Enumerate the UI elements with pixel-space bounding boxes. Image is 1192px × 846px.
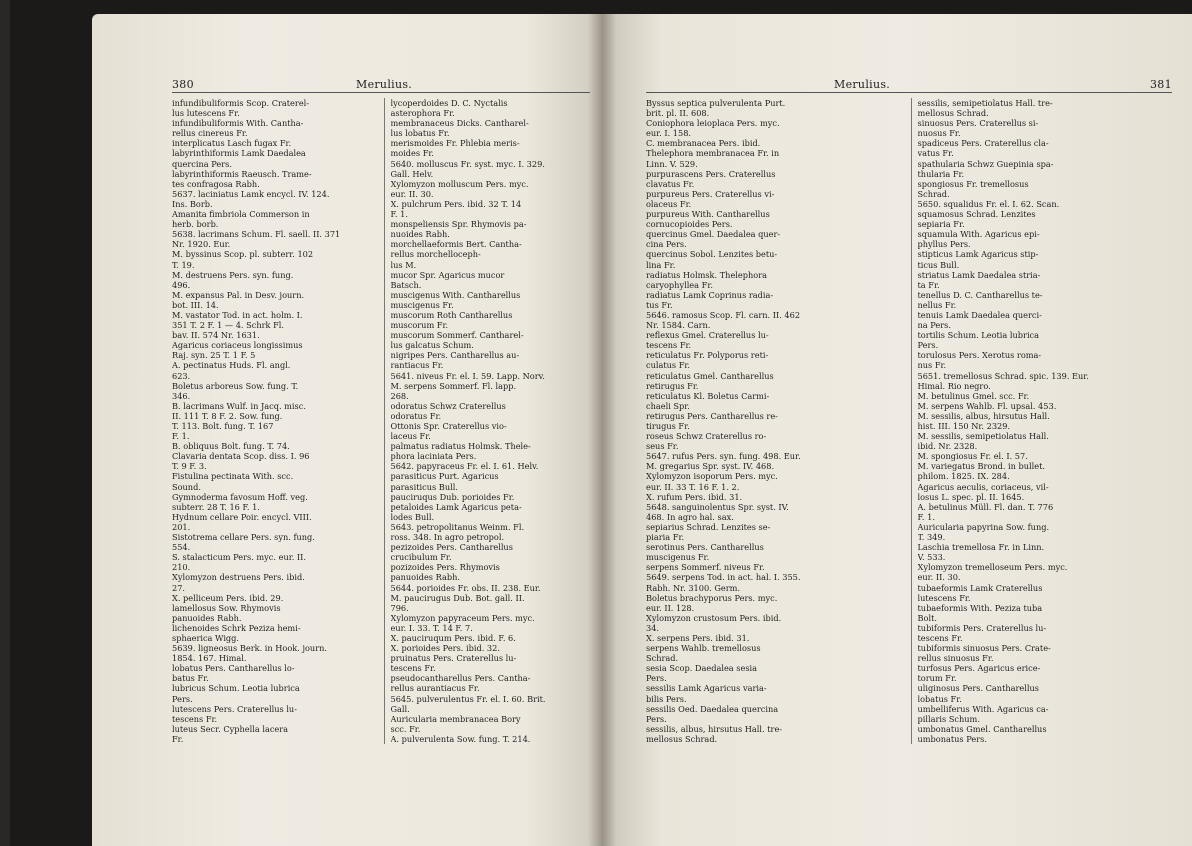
- text-line: lamellosus Sow. Rhymovis: [172, 602, 281, 613]
- text-line: II. 111 T. 8 F. 2. Sow. fung.: [172, 410, 283, 421]
- text-line: 5637. laciniatus Lamk encycl. IV. 124.: [172, 188, 330, 199]
- text-line: tes confragosa Rabh.: [172, 178, 260, 189]
- text-line: 5641. niveus Fr. el. I. 59. Lapp. Norv.: [390, 370, 545, 381]
- text-line: nuosus Fr.: [917, 128, 961, 139]
- text-line: quercina Pers.: [172, 158, 232, 169]
- text-line: Xylomyzon molluscum Pers. myc.: [390, 178, 529, 189]
- text-line: morchellaeformis Bert. Cantha-: [390, 239, 522, 250]
- text-line: nellus Fr.: [917, 299, 957, 310]
- text-line: S. stalacticum Pers. myc. eur. II.: [172, 552, 307, 563]
- text-line: eur. II. 33 T. 16 F. 1. 2.: [646, 481, 740, 492]
- text-line: lus M.: [390, 259, 417, 270]
- right-page-number: 381: [1150, 78, 1172, 91]
- text-line: nuoides Rabh.: [390, 229, 450, 240]
- text-line: eur. II. 30.: [917, 572, 961, 583]
- text-line: rantiacus Fr.: [390, 360, 444, 371]
- text-line: 5638. lacrimans Schum. Fl. saell. II. 371: [172, 229, 341, 240]
- text-line: parasiticus Purt. Agaricus: [390, 471, 499, 482]
- text-line: Auricularia papyrina Sow. fung.: [917, 521, 1050, 532]
- text-line: panuoides Rabh.: [172, 612, 242, 623]
- text-line: bav. II. 574 Nr. 1631.: [172, 330, 260, 341]
- text-line: 496.: [172, 279, 191, 290]
- text-line: retirugus Fr.: [646, 380, 699, 391]
- text-line: 5643. petropolitanus Weinm. Fl.: [390, 521, 525, 532]
- right-column-2: [911, 98, 1173, 744]
- left-page-columns: [172, 98, 592, 744]
- text-line: rellus cinereus Fr.: [172, 128, 248, 139]
- text-line: M. paucirugus Dub. Bot. gall. II.: [390, 592, 525, 603]
- text-line: lubricus Schum. Leotia lubrica: [172, 683, 300, 694]
- text-line: lobatus Pers. Cantharellus lo-: [172, 663, 295, 674]
- text-line: tubiformis Pers. Craterellus lu-: [917, 622, 1047, 633]
- text-line: purpurascens Pers. Craterellus: [646, 168, 776, 179]
- text-line: quercinus Gmel. Daedalea quer-: [646, 229, 781, 240]
- text-line: lina Fr.: [646, 259, 676, 270]
- text-line: lus lutescens Fr.: [172, 108, 240, 119]
- text-line: 5644. porioides Fr. obs. II. 238. Eur.: [390, 582, 541, 593]
- text-line: Ins. Borb.: [172, 198, 213, 209]
- text-line: panuoides Rabh.: [390, 572, 460, 583]
- text-line: F. 1.: [172, 431, 190, 442]
- text-line: subterr. 28 T. 16 F. 1.: [172, 501, 260, 512]
- text-line: Pers.: [646, 713, 667, 724]
- text-line: losus L. spec. pl. II. 1645.: [917, 491, 1025, 502]
- text-line: reticulatus Fr. Polyporus reti-: [646, 350, 769, 361]
- text-line: sepiarius Schrad. Lenzites se-: [646, 521, 771, 532]
- text-line: serpens Sommerf. niveus Fr.: [646, 562, 765, 573]
- text-line: stipticus Lamk Agaricus stip-: [917, 249, 1039, 260]
- left-header-rule: [172, 92, 590, 93]
- text-line: sessilis, albus, hirsutus Hall. tre-: [646, 723, 783, 734]
- text-line: X. serpens Pers. ibid. 31.: [646, 632, 750, 643]
- text-line: Nr. 1920. Eur.: [172, 239, 231, 250]
- text-line: monspeliensis Spr. Rhymovis pa-: [390, 219, 527, 230]
- text-line: muscorum Fr.: [390, 320, 449, 331]
- text-line: rellus sinuosus Fr.: [917, 653, 994, 664]
- text-line: A. pectinatus Huds. Fl. angl.: [172, 360, 291, 371]
- text-line: reticulatus Gmel. Cantharellus: [646, 370, 774, 381]
- text-line: labyrinthiformis Raeusch. Trame-: [172, 168, 312, 179]
- text-line: tenellus D. C. Cantharellus te-: [917, 289, 1043, 300]
- text-line: merismoides Fr. Phlebia meris-: [390, 138, 520, 149]
- text-line: striatus Lamk Daedalea stria-: [917, 269, 1041, 280]
- text-line: tescens Fr.: [172, 713, 218, 724]
- text-line: batus Fr.: [172, 673, 209, 684]
- text-line: 5639. ligneosus Berk. in Hook. journ.: [172, 643, 327, 654]
- text-line: Pers.: [172, 693, 193, 704]
- text-line: hist. III. 150 Nr. 2329.: [917, 421, 1011, 431]
- text-line: sesia Scop. Daedalea sesia: [646, 663, 758, 674]
- text-line: lus lobatus Fr.: [390, 128, 450, 139]
- text-line: uliginosus Pers. Cantharellus: [917, 683, 1039, 694]
- text-line: M. variegatus Brond. in bullet.: [917, 461, 1046, 472]
- text-line: Agaricus aeculis, coriaceus, vil-: [917, 481, 1049, 492]
- text-line: 210.: [172, 562, 191, 573]
- text-line: M. betulinus Gmel. scc. Fr.: [917, 390, 1030, 401]
- text-line: tortilis Schum. Leotia lubrica: [917, 330, 1040, 341]
- text-line: torum Fr.: [917, 673, 957, 684]
- text-line: V. 533.: [917, 552, 946, 563]
- text-line: lus galcatus Schum.: [390, 340, 474, 351]
- text-line: palmatus radiatus Holmsk. Thele-: [390, 441, 531, 452]
- text-line: Boletus arboreus Sow. fung. T.: [172, 380, 299, 391]
- text-line: pauciruqus Dub. porioides Fr.: [390, 491, 515, 502]
- text-line: retirugus Pers. Cantharellus re-: [646, 410, 778, 421]
- text-line: M. byssinus Scop. pl. subterr. 102: [172, 249, 314, 260]
- text-line: serotinus Pers. Cantharellus: [646, 542, 764, 553]
- text-line: Sound.: [172, 481, 201, 492]
- text-line: pillaris Schum.: [917, 713, 980, 724]
- text-line: crucibulum Fr.: [390, 552, 452, 563]
- text-line: torulosus Pers. Xerotus roma-: [917, 350, 1042, 361]
- text-line: F. 1.: [390, 209, 408, 220]
- text-line: 5650. squalidus Fr. el. I. 62. Scan.: [917, 198, 1060, 209]
- text-line: moides Fr.: [390, 148, 434, 159]
- text-line: muscigenus Fr.: [646, 552, 710, 563]
- text-line: 5642. papyraceus Fr. el. I. 61. Helv.: [390, 461, 539, 472]
- text-line: spongiosus Fr. tremellosus: [917, 178, 1029, 189]
- text-line: pozizoides Pers. Rhymovis: [390, 562, 500, 573]
- text-line: odoratus Schwz Craterellus: [390, 400, 506, 411]
- text-line: 346.: [172, 390, 191, 401]
- text-line: 5646. ramosus Scop. Fl. carn. II. 462: [646, 309, 801, 320]
- text-line: 5648. sanguinolentus Spr. syst. IV.: [646, 501, 789, 512]
- text-line: M. spongiosus Fr. el. I. 57.: [917, 451, 1028, 462]
- text-line: laceus Fr.: [390, 431, 431, 442]
- text-line: 351 T. 2 F. 1 — 4. Schrk Fl.: [172, 320, 284, 331]
- text-line: tirugus Fr.: [646, 421, 690, 431]
- text-line: lutescens Pers. Craterellus lu-: [172, 703, 297, 714]
- text-line: parasiticus Bull.: [390, 481, 458, 492]
- text-line: Auricularia membranacea Bory: [390, 713, 521, 724]
- text-line: 1854. 167. Himal.: [172, 653, 247, 664]
- text-line: herb. borb.: [172, 219, 219, 230]
- text-line: Linn. V. 529.: [646, 158, 698, 169]
- text-line: na Pers.: [917, 320, 951, 331]
- book-gutter: [588, 14, 616, 846]
- text-line: T. 113. Bolt. fung. T. 167: [172, 421, 274, 431]
- text-line: Rabh. Nr. 3100. Germ.: [646, 582, 741, 593]
- text-line: reticulatus Kl. Boletus Carmi-: [646, 390, 770, 401]
- text-line: M. expansus Pal. in Desv. journ.: [172, 289, 305, 300]
- text-line: 34.: [646, 622, 660, 633]
- text-line: nus Fr.: [917, 360, 947, 371]
- text-line: Amanita fimbriola Commerson in: [172, 209, 310, 220]
- text-line: 5645. pulverulentus Fr. el. I. 60. Brit.: [390, 693, 546, 704]
- text-line: 5647. rufus Pers. syn. fung. 498. Eur.: [646, 451, 801, 462]
- text-line: culatus Fr.: [646, 360, 691, 371]
- text-line: radiatus Lamk Coprinus radia-: [646, 289, 774, 300]
- text-line: muscorum Roth Cantharellus: [390, 309, 513, 320]
- text-line: ta Fr.: [917, 279, 940, 290]
- text-line: Xylomyzon destruens Pers. ibid.: [172, 572, 305, 583]
- text-line: luteus Secr. Cyphella lacera: [172, 723, 289, 734]
- text-line: cornucopioides Pers.: [646, 219, 733, 230]
- text-line: quercinus Sobol. Lenzites betu-: [646, 249, 778, 260]
- text-line: membranaceus Dicks. Cantharel-: [390, 118, 529, 129]
- text-line: X. rufum Pers. ibid. 31.: [646, 491, 743, 502]
- text-line: tescens Fr.: [917, 632, 963, 643]
- text-line: reflexus Gmel. Craterellus lu-: [646, 330, 769, 341]
- text-line: X. pelliceum Pers. ibid. 29.: [172, 592, 284, 603]
- text-line: sessilis Lamk Agaricus varia-: [646, 683, 767, 694]
- text-line: interplicatus Lasch fugax Fr.: [172, 138, 292, 149]
- text-line: petaloides Lamk Agaricus peta-: [390, 501, 522, 512]
- text-line: bilis Pers.: [646, 693, 687, 704]
- text-line: squamosus Schrad. Lenzites: [917, 209, 1036, 220]
- text-line: philom. 1825. IX. 284.: [917, 471, 1010, 482]
- text-line: muscorum Sommerf. Cantharel-: [390, 330, 524, 341]
- text-line: M. serpens Sommerf. Fl. lapp.: [390, 380, 517, 391]
- text-line: rellus aurantiacus Fr.: [390, 683, 480, 694]
- text-line: M. vastator Tod. in act. holm. I.: [172, 309, 303, 320]
- text-line: infundibuliformis With. Cantha-: [172, 118, 304, 129]
- text-line: mucor Spr. Agaricus mucor: [390, 269, 505, 280]
- text-line: Xylomyzon isoporum Pers. myc.: [646, 471, 778, 482]
- text-line: sinuosus Pers. Craterellus si-: [917, 118, 1039, 129]
- text-line: tescens Fr.: [646, 340, 692, 351]
- text-line: sepiaria Fr.: [917, 219, 965, 230]
- text-line: eur. II. 128.: [646, 602, 695, 613]
- text-line: infundibuliformis Scop. Craterel-: [172, 98, 310, 108]
- text-line: rellus morchelloceph-: [390, 249, 481, 260]
- text-line: 268.: [390, 390, 409, 401]
- text-line: 5651. tremellosus Schrad. spic. 139. Eur.: [917, 370, 1089, 381]
- text-line: piaria Fr.: [646, 532, 685, 543]
- text-line: radiatus Holmsk. Thelephora: [646, 269, 768, 280]
- text-line: 554.: [172, 542, 191, 553]
- text-line: Batsch.: [390, 279, 422, 290]
- text-line: chaeli Spr.: [646, 400, 690, 411]
- text-line: Hydnum cellare Poir. encycl. VIII.: [172, 511, 312, 522]
- text-line: Byssus septica pulverulenta Purt.: [646, 98, 786, 108]
- right-column-1: [646, 98, 901, 744]
- text-line: turfosus Pers. Agaricus erice-: [917, 663, 1041, 674]
- text-line: Himal. Rio negro.: [917, 380, 991, 391]
- text-line: Xylomyzon tremelloseum Pers. myc.: [917, 562, 1068, 573]
- text-line: caryophyllea Fr.: [646, 279, 713, 290]
- text-line: pezizoides Pers. Cantharellus: [390, 542, 513, 553]
- text-line: sessilis, semipetiolatus Hall. tre-: [917, 98, 1053, 108]
- book-spine-edge: [0, 0, 10, 846]
- text-line: Coniophora leioplaca Pers. myc.: [646, 118, 780, 129]
- text-line: bot. III. 14.: [172, 299, 219, 310]
- text-line: mellosus Schrad.: [917, 108, 989, 119]
- text-line: Fistulina pectinata With. scc.: [172, 471, 294, 482]
- left-page-number: 380: [172, 78, 194, 91]
- text-line: labyrinthiformis Lamk Daedalea: [172, 148, 306, 159]
- text-line: A. betulinus Müll. Fl. dan. T. 776: [917, 501, 1054, 512]
- text-line: spathularia Schwz Guepinia spa-: [917, 158, 1054, 169]
- text-line: M. destruens Pers. syn. fung.: [172, 269, 294, 280]
- text-line: T. 9 F. 3.: [172, 461, 207, 472]
- text-line: umbonatus Pers.: [917, 733, 987, 744]
- text-line: tubaeformis Lamk Craterellus: [917, 582, 1043, 593]
- text-line: olaceus Fr.: [646, 198, 692, 209]
- text-line: purpureus With. Cantharellus: [646, 209, 770, 220]
- text-line: M. sessilis, semipetiolatus Hall.: [917, 431, 1049, 442]
- text-line: pruinatus Pers. Craterellus lu-: [390, 653, 517, 664]
- text-line: squamula With. Agaricus epi-: [917, 229, 1040, 240]
- text-line: A. pulverulenta Sow. fung. T. 214.: [390, 733, 531, 744]
- left-column-2: [384, 98, 593, 744]
- text-line: Xylomyzon crustosum Pers. ibid.: [646, 612, 782, 623]
- text-line: M. serpens Wahlb. Fl. upsal. 453.: [917, 400, 1057, 411]
- text-line: odoratus Fr.: [390, 410, 442, 421]
- text-line: T. 349.: [917, 532, 946, 543]
- text-line: Sistotrema cellare Pers. syn. fung.: [172, 532, 315, 543]
- text-line: spadiceus Pers. Craterellus cla-: [917, 138, 1049, 149]
- text-line: Gymnoderma favosum Hoff. veg.: [172, 491, 308, 502]
- text-line: Clavaria dentata Scop. diss. I. 96: [172, 451, 310, 462]
- text-line: Fr.: [172, 733, 184, 744]
- text-line: B. lacrimans Wulf. in Jacq. misc.: [172, 400, 306, 411]
- text-line: clavatus Fr.: [646, 178, 695, 189]
- text-line: phora laciniata Pers.: [390, 451, 477, 462]
- text-line: 5640. molluscus Fr. syst. myc. I. 329.: [390, 158, 545, 169]
- text-line: Raj. syn. 25 T. 1 F. 5: [172, 350, 256, 361]
- text-line: ticus Bull.: [917, 259, 960, 270]
- right-running-head: Merulius.: [834, 78, 891, 91]
- text-line: Boletus brachyporus Pers. myc.: [646, 592, 778, 603]
- text-line: Xylomyzon papyraceum Pers. myc.: [390, 612, 535, 623]
- text-line: M. sessilis, albus, hirsutus Hall.: [917, 410, 1050, 421]
- text-line: Ottonis Spr. Craterellus vio-: [390, 421, 507, 431]
- text-line: sphaerica Wigg.: [172, 632, 240, 643]
- text-line: B. obliquus Bolt. fung. T. 74.: [172, 441, 290, 452]
- text-line: asterophora Fr.: [390, 108, 455, 119]
- right-page-columns: [646, 98, 1172, 744]
- text-line: T. 19.: [172, 259, 195, 270]
- right-header-rule: [646, 92, 1172, 93]
- text-line: brit. pl. II. 608.: [646, 108, 710, 119]
- text-line: sessilis Oed. Daedalea quercina: [646, 703, 779, 714]
- text-line: serpens Wahlb. tremellosus: [646, 643, 761, 654]
- text-line: 201.: [172, 521, 191, 532]
- text-line: ross. 348. In agro petropol.: [390, 532, 505, 543]
- text-line: umbelliferus With. Agaricus ca-: [917, 703, 1049, 714]
- text-line: tescens Fr.: [390, 663, 436, 674]
- text-line: tus Fr.: [646, 299, 673, 310]
- text-line: Gall. Helv.: [390, 168, 434, 179]
- text-line: X. pulchrum Pers. ibid. 32 T. 14: [390, 198, 522, 209]
- text-line: F. 1.: [917, 511, 935, 522]
- text-line: roseus Schwz Craterellus ro-: [646, 431, 767, 442]
- text-line: umbonatus Gmel. Cantharellus: [917, 723, 1047, 734]
- open-book: [92, 14, 1192, 846]
- text-line: Schrad.: [646, 653, 679, 664]
- text-line: 27.: [172, 582, 186, 593]
- text-line: X. pauciruqum Pers. ibid. F. 6.: [390, 632, 516, 643]
- text-line: Pers.: [646, 673, 667, 684]
- text-line: eur. I. 158.: [646, 128, 692, 139]
- text-line: eur. II. 30.: [390, 188, 434, 199]
- text-line: nigripes Pers. Cantharellus au-: [390, 350, 520, 361]
- text-line: Pers.: [917, 340, 939, 351]
- text-line: ibid. Nr. 2328.: [917, 441, 978, 452]
- text-line: seus Fr.: [646, 441, 679, 452]
- text-line: Laschia tremellosa Fr. in Linn.: [917, 542, 1045, 553]
- text-line: Schrad.: [917, 188, 950, 199]
- text-line: X. porioides Pers. ibid. 32.: [390, 643, 500, 654]
- text-line: phyllus Pers.: [917, 239, 971, 250]
- text-line: Nr. 1584. Carn.: [646, 320, 711, 331]
- text-line: purpureus Pers. Craterellus vi-: [646, 188, 775, 199]
- text-line: lutescens Fr.: [917, 592, 971, 603]
- text-line: 623.: [172, 370, 191, 381]
- left-running-head: Merulius.: [356, 78, 413, 91]
- text-line: lycoperdoides D. C. Nyctalis: [390, 98, 508, 108]
- text-line: vatus Fr.: [917, 148, 954, 159]
- text-line: C. membranacea Pers. ibid.: [646, 138, 761, 149]
- text-line: cina Pers.: [646, 239, 687, 250]
- text-line: lobatus Fr.: [917, 693, 962, 704]
- text-line: tubaeformis With. Peziza tuba: [917, 602, 1043, 613]
- left-column-1: [172, 98, 374, 744]
- text-line: mellosus Schrad.: [646, 733, 718, 744]
- text-line: Thelephora membranacea Fr. in: [646, 148, 780, 159]
- text-line: M. gregarius Spr. syst. IV. 468.: [646, 461, 775, 472]
- text-line: 468. In agro hal. sax.: [646, 511, 734, 522]
- text-line: Agaricus coriaceus longissimus: [172, 340, 303, 351]
- text-line: eur. I. 33. T. 14 F. 7.: [390, 622, 473, 633]
- text-line: lodes Bull.: [390, 511, 435, 522]
- text-line: scc. Fr.: [390, 723, 421, 734]
- text-line: muscigenus Fr.: [390, 299, 454, 310]
- text-line: pseudocantharellus Pers. Cantha-: [390, 673, 531, 684]
- text-line: lichenoides Schrk Peziza hemi-: [172, 622, 301, 633]
- text-line: thularia Fr.: [917, 168, 965, 179]
- text-line: 796.: [390, 602, 409, 613]
- text-line: Bolt.: [917, 612, 937, 623]
- text-line: muscigenus With. Cantharellus: [390, 289, 521, 300]
- text-line: tubiformis sinuosus Pers. Crate-: [917, 643, 1051, 654]
- text-line: tenuis Lamk Daedalea querci-: [917, 309, 1042, 320]
- text-line: Gall.: [390, 703, 410, 714]
- text-line: 5649. serpens Tod. in act. hal. I. 355.: [646, 572, 801, 583]
